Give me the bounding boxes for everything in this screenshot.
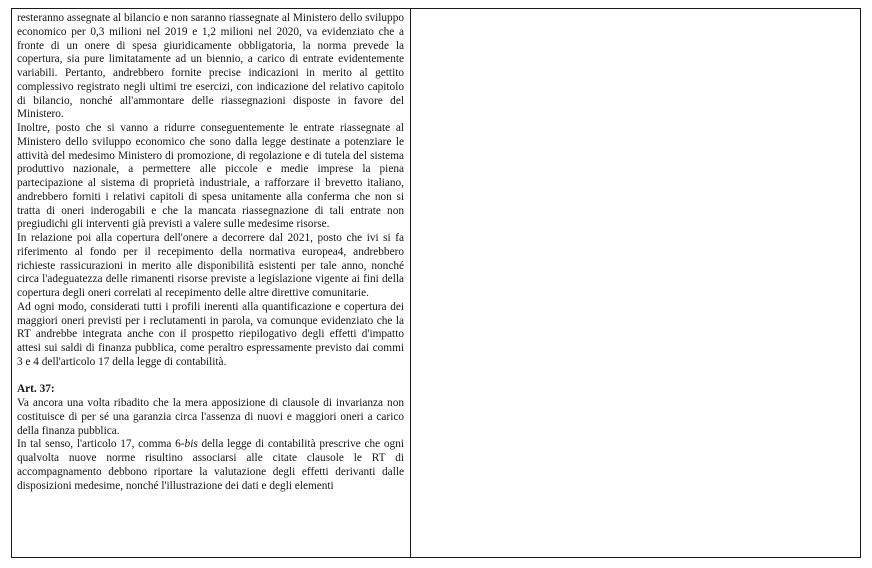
paragraph-6-end: della legge di contabilità prescrive che ogni qualvolta nuove norme risultino associarsi alle citate clausole le RT di accompagnamento debbono riportare la valutazione degli effetti derivanti dalle disposizioni medesime, nonché l'illustrazione dei dati e degli elementi xyxy=(17,438,404,492)
left-column xyxy=(12,9,411,557)
document-table xyxy=(11,8,861,558)
paragraph-6-start: In tal senso, l'articolo 17, comma 6- xyxy=(17,438,185,451)
paragraph-3: In relazione poi alla copertura dell'onere a decorrere dal 2021, posto che ivi si fa riferimento al fondo per il recepimento della normativa europea4, andrebbero richieste rassicurazioni in merito alle disponibilità esistenti per tale anno, nonché circa l'adeguatezza delle rimanenti risorse previste a legislazione vigente ai fini della copertura degli oneri correlati al recepimento delle altre direttive comunitarie. xyxy=(17,232,404,299)
blank-line xyxy=(17,370,404,384)
paragraph-5: Va ancora una volta ribadito che la mera apposizione di clausole di invarianza non costituisce di per sé una garanzia circa l'assenza di nuovi e maggiori oneri a carico della finanza pubblica. xyxy=(17,397,404,437)
article-heading: Art. 37: xyxy=(17,383,55,396)
paragraph-1: resteranno assegnate al bilancio e non saranno riassegnate al Ministero dello sviluppo economico per 0,3 milioni nel 2019 e 1,2 milioni nel 2020, va evidenziato che a fronte di un onere di spesa giuridicamente obbligatoria, la norma prevede la copertura, sia pure limitatamente ad un biennio, a carico di entrate evidentemente variabili. Pertanto, andrebbero fornite precise indicazioni in merito al gettito complessivo registrato negli ultimi tre esercizi, con indicazione del relativo capitolo di bilancio, nonché all'ammontare delle riassegnazioni disposte in favore del Ministero. xyxy=(17,12,404,121)
right-column xyxy=(411,9,860,557)
paragraph-4: Ad ogni modo, considerati tutti i profili inerenti alla quantificazione e copertura dei maggiori oneri previsti per i reclutamenti in parola, va comunque evidenziato che la RT andrebbe integrata anche con il prospetto riepilogativo degli effetti d'impatto attesi sui saldi di finanza pubblica, come peraltro espressamente previsto dai commi 3 e 4 dell'articolo 17 della legge di contabilità. xyxy=(17,300,404,368)
paragraph-2: Inoltre, posto che si vanno a ridurre conseguentemente le entrate riassegnate al Ministero dello sviluppo economico che sono dalla legge destinate a potenziare le attività del medesimo Ministero di promozione, di regolazione e di tutela del sistema produttivo nazionale, a permettere alle piccole e medie imprese la piena partecipazione al sistema di proprietà industriale, a rafforzare il brevetto italiano, andrebbero forniti i relativi capitoli di spesa unitamente alla conferma che non si tratta di oneri inderogabili e che la mancata riassegnazione di tali entrate non pregiudichi gli interventi già previsti a valere sulle medesime risorse. xyxy=(17,122,404,231)
paragraph-6 xyxy=(17,438,404,493)
paragraph-6-italic: bis xyxy=(184,438,198,451)
